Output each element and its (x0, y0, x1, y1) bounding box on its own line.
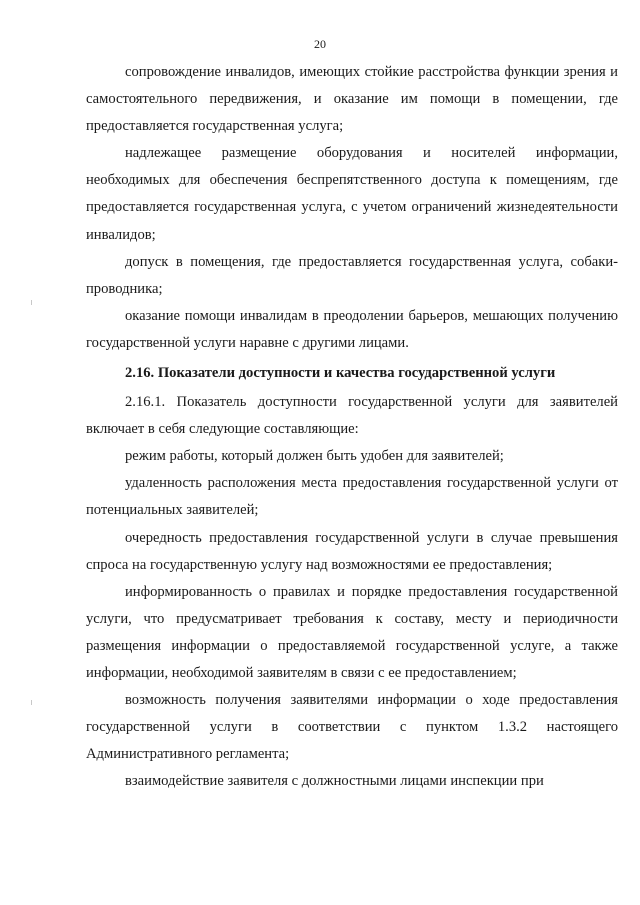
page-number: 20 (314, 37, 326, 51)
paragraph-accessibility-indicator: 2.16.1. Показатель доступности государственной услуги для заявителей включает в себя следующие составляющие: (86, 394, 618, 438)
paragraph-location-distance: удаленность расположения места предоставления государственной услуги от потенциальных заявителей; (86, 475, 618, 519)
paragraph-queue-order: очередность предоставления государственной услуги в случае превышения спроса на государственную услугу над возможностями ее предоставления; (86, 529, 618, 573)
scan-speck (31, 700, 32, 705)
paragraph-informedness: информированность о правилах и порядке предоставления государственной услуги, что предусматривает требования к составу, месту и периодичности размещения информации о предоставляемой государственной услуге, а также информации, необходимой заявителям в связи с ее предоставлением; (86, 583, 618, 681)
document-body (86, 59, 618, 795)
scan-speck (31, 300, 32, 305)
paragraph-working-hours: режим работы, который должен быть удобен для заявителей; (125, 448, 504, 465)
paragraph-escort-assistance: сопровождение инвалидов, имеющих стойкие расстройства функции зрения и самостоятельного передвижения, и оказание им помощи в помещении, где предоставляется государственная услуга; (86, 64, 618, 135)
paragraph-equipment-placement: надлежащее размещение оборудования и носителей информации, необходимых для обеспечения беспрепятственного доступа к помещениям, где предоставляется государственная услуга, с учетом ограничений жизнедеятельности инвалидов; (86, 145, 618, 243)
paragraph-barrier-help: оказание помощи инвалидам в преодолении барьеров, мешающих получению государственной услуги наравне с другими лицами. (86, 307, 618, 351)
section-heading: 2.16. Показатели доступности и качества государственной услуги (125, 365, 556, 382)
paragraph-applicant-interaction: взаимодействие заявителя с должностными лицами инспекции при (125, 773, 544, 790)
paragraph-guide-dog-access: допуск в помещения, где предоставляется государственная услуга, собаки-проводника; (86, 253, 618, 297)
paragraph-progress-information: возможность получения заявителями информации о ходе предоставления государственной услуги в соответствии с пунктом 1.3.2 настоящего Административного регламента; (86, 692, 618, 763)
